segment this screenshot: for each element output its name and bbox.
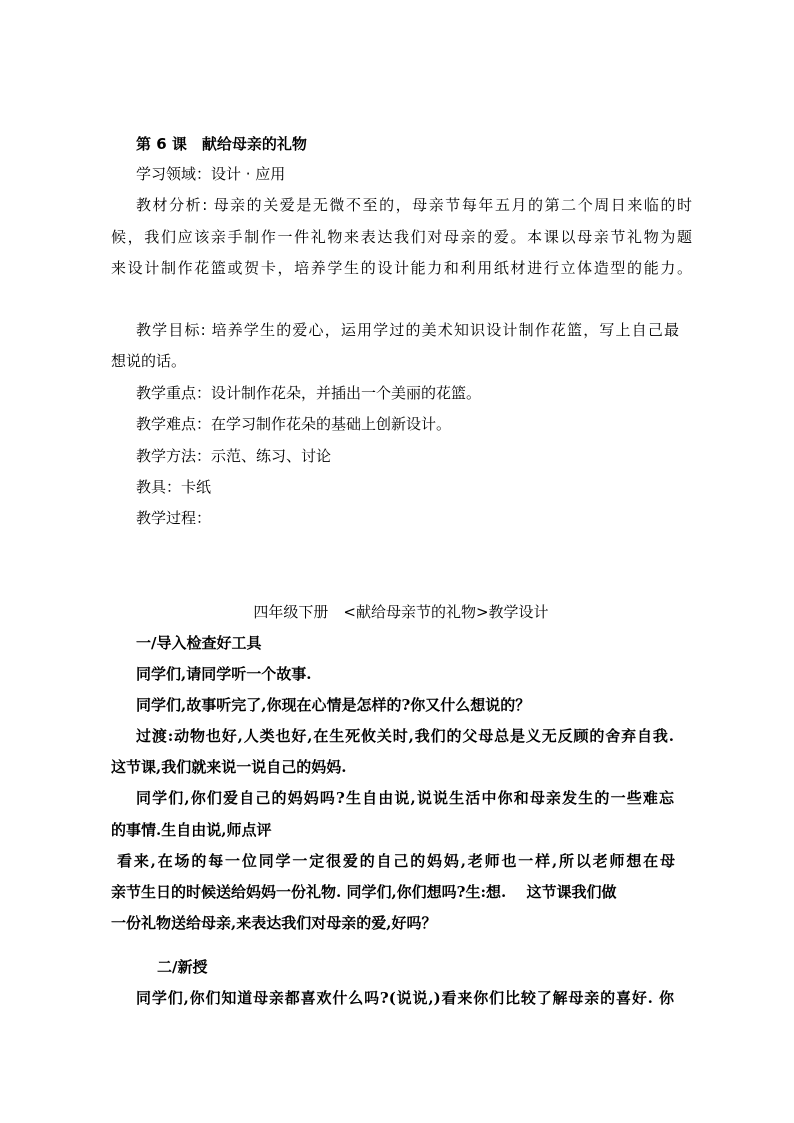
difficulty: 教学难点：在学习制作花朵的基础上创新设计。 [136,415,452,433]
lesson-title: 第 6 课 献给母亲的礼物 [136,135,307,153]
paragraph-4-line-2: 的事情.生自由说,师点评 [111,821,272,839]
teaching-method: 教学方法：示范、练习、讨论 [136,447,332,465]
teaching-tools: 教具：卡纸 [136,478,212,496]
key-point: 教学重点：设计制作花朵，并插出一个美丽的花篮。 [136,384,482,402]
analysis-line-2: 候，我们应该亲手制作一件礼物来表达我们对母亲的爱。本课以母亲节礼物为题 [111,228,692,246]
paragraph-5-line-3: 一份礼物送给母亲,来表达我们对母亲的爱,好吗？ [111,914,437,932]
step1-heading: 一/导入检查好工具 [136,634,262,652]
objective-line-2: 想说的话。 [111,352,187,370]
paragraph-6: 同学们,你们知道母亲都喜欢什么吗?(说说,)看来你们比较了解母亲的喜好. 你 [136,989,674,1007]
analysis-line-3: 来设计制作花篮或贺卡，培养学生的设计能力和利用纸材进行立体造型的能力。 [111,259,692,277]
paragraph-1: 同学们,请同学听一个故事. [136,665,312,683]
paragraph-3-line-2: 这节课,我们就来说一说自己的妈妈. [111,758,347,776]
paragraph-5-line-1: 看来,在场的每一位同学一定很爱的自己的妈妈,老师也一样,所以老师想在母 [117,852,675,870]
paragraph-4-line-1: 同学们,你们爱自己的妈妈吗?生自由说,说说生活中你和母亲发生的一些难忘 [136,789,674,807]
design-title: 四年级下册 <献给母亲节的礼物>教学设计 [253,603,549,621]
paragraph-5-line-2: 亲节生日的时候送给妈妈一份礼物. 同学们,你们想吗?生:想. 这节课我们做 [111,883,617,901]
objective-line-1: 教学目标: 培养学生的爱心，运用学过的美术知识设计制作花篮，写上自己最 [136,321,679,339]
analysis-line-1: 教材分析: 母亲的关爱是无微不至的，母亲节每年五月的第二个周日来临的时 [136,196,692,214]
teaching-process: 教学过程： [136,509,212,527]
paragraph-3-line-1: 过渡:动物也好,人类也好,在生死攸关时,我们的父母总是义无反顾的舍弃自我. [136,727,674,745]
learning-domain: 学习领域：设计 · 应用 [136,165,286,183]
step2-heading: 二/新授 [157,958,208,976]
paragraph-2: 同学们,故事听完了,你现在心情是怎样的?你又什么想说的？ [136,696,531,714]
